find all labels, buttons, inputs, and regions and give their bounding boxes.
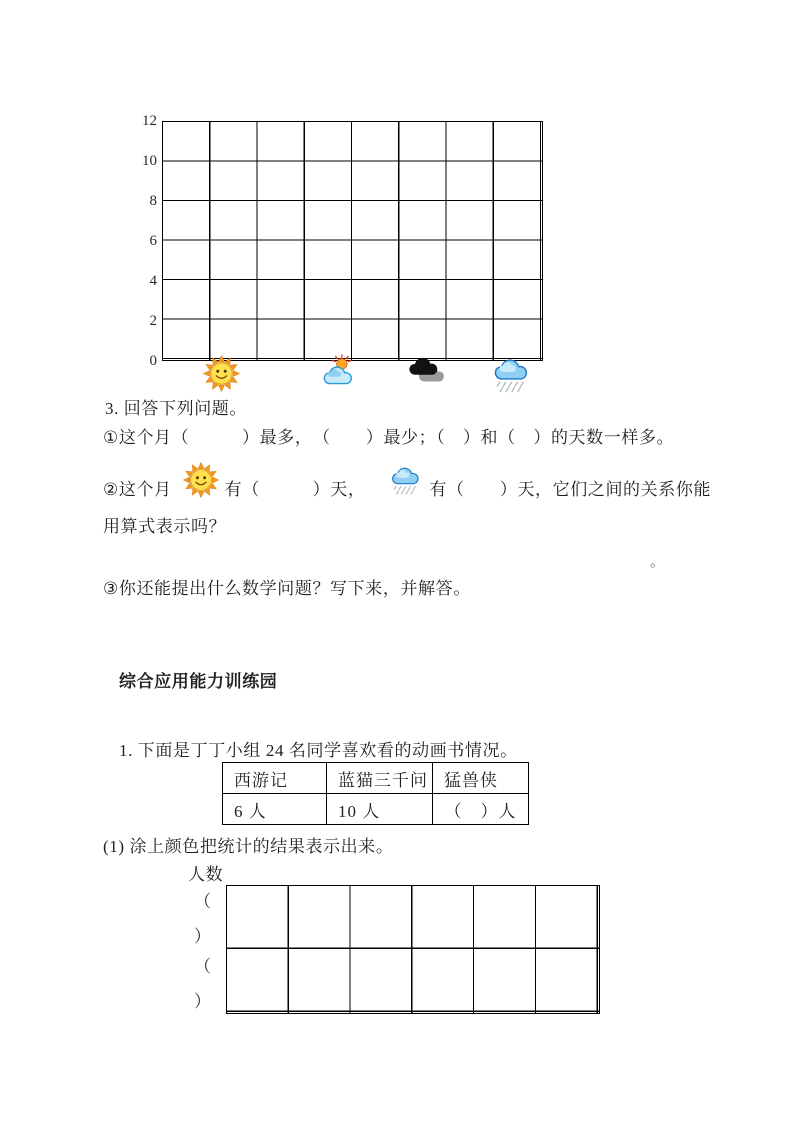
table-header-row <box>223 763 529 794</box>
overcast-icon <box>406 354 449 387</box>
question-3-sub2-text-1: ②这个月 <box>103 480 172 499</box>
partly-cloudy-icon <box>322 354 356 386</box>
section-header: 综合应用能力训练园 <box>119 672 278 691</box>
question-3-sub2-line2: 用算式表示吗？ <box>103 517 227 536</box>
answer-line-period: 。 <box>650 554 666 570</box>
table-header-cell: 猛兽侠 <box>433 763 529 794</box>
sunny-icon <box>183 462 219 498</box>
table-header-cell: 蓝猫三千问 <box>327 763 433 794</box>
y-axis-tick: 0 <box>149 353 157 369</box>
weather-statistics-grid <box>162 121 543 361</box>
coloring-grid <box>226 885 600 1014</box>
table-value-cell: 10 人 <box>327 794 433 825</box>
sunny-icon <box>203 355 240 392</box>
axis-blank-paren: （ <box>194 892 211 911</box>
question-3-sub3: ③你还能提出什么数学问题？写下来，并解答。 <box>103 579 471 598</box>
rainy-icon <box>389 464 421 496</box>
y-axis-tick: 6 <box>149 233 157 249</box>
question-3-sub2 <box>103 455 711 500</box>
question-3-title: 3. 回答下列问题。 <box>105 399 247 418</box>
y-axis-tick: 10 <box>142 153 157 169</box>
table-value-cell-blank: （ ）人 <box>433 794 529 825</box>
axis-blank-paren: （ <box>194 957 211 976</box>
table-value-cell: 6 人 <box>223 794 327 825</box>
y-axis-tick: 12 <box>142 113 157 129</box>
y-axis-tick: 4 <box>149 273 157 289</box>
question-3-sub2-text-3: 有（ ）天，它们之间的关系你能 <box>429 480 712 499</box>
table-value-row <box>223 794 529 825</box>
question-1-intro: 1. 下面是丁丁小组 24 名同学喜欢看的动画书情况。 <box>119 741 518 760</box>
sub-question-1: (1) 涂上颜色把统计的结果表示出来。 <box>103 837 394 856</box>
table-header-cell: 西游记 <box>223 763 327 794</box>
y-axis-label: 人数 <box>188 865 224 884</box>
survey-table <box>222 762 529 825</box>
y-axis-tick: 8 <box>149 193 157 209</box>
rainy-icon <box>491 355 530 394</box>
axis-blank-paren: ） <box>194 927 211 946</box>
question-3-sub2-text-2: 有（ ）天， <box>224 480 366 499</box>
y-axis-tick: 2 <box>149 313 157 329</box>
question-3-sub1: ①这个月（ ）最多， （ ）最少；（ ）和（ ）的天数一样多。 <box>103 428 675 447</box>
axis-blank-paren: ） <box>194 992 211 1011</box>
